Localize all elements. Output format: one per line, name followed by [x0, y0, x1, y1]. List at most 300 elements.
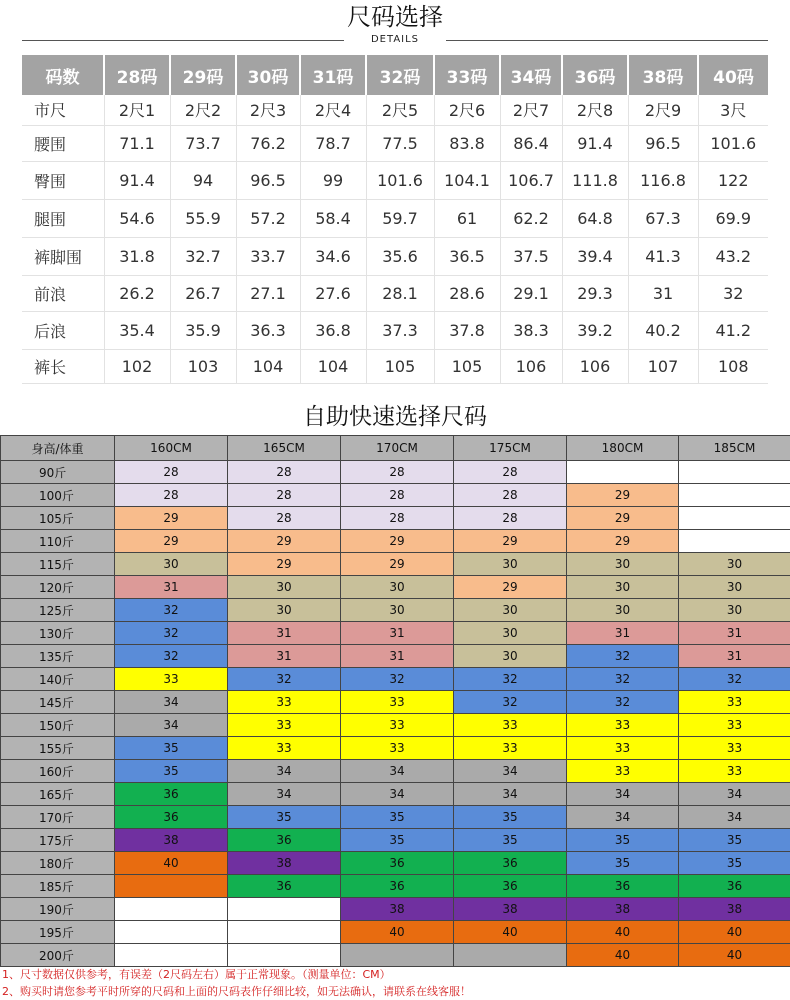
- size-cell: 39.2: [562, 311, 628, 349]
- size-header-cell: 28码: [104, 55, 170, 95]
- size-cell: 83.8: [434, 125, 500, 161]
- size-cell: 94: [170, 161, 236, 199]
- size-cell: 55.9: [170, 199, 236, 237]
- size-recommendation-cell: 28: [341, 461, 454, 484]
- size-recommendation-cell: 33: [115, 668, 228, 691]
- size-cell: 61: [434, 199, 500, 237]
- size-recommendation-cell: 33: [679, 760, 790, 783]
- size-cell: 28.1: [366, 275, 434, 311]
- size-recommendation-cell: [228, 921, 341, 944]
- size-recommendation-cell: 35: [115, 737, 228, 760]
- size-table: [22, 55, 768, 384]
- size-recommendation-cell: 31: [679, 622, 790, 645]
- size-cell: 28.6: [434, 275, 500, 311]
- size-cell: 26.2: [104, 275, 170, 311]
- size-cell: 54.6: [104, 199, 170, 237]
- size-cell: 35.9: [170, 311, 236, 349]
- size-cell: 41.3: [628, 237, 698, 275]
- size-recommendation-cell: 40: [341, 921, 454, 944]
- size-recommendation-cell: 29: [341, 530, 454, 553]
- size-recommendation-cell: 38: [228, 852, 341, 875]
- size-cell: 62.2: [500, 199, 562, 237]
- size-recommendation-cell: [679, 484, 790, 507]
- size-recommendation-cell: 35: [679, 852, 790, 875]
- size-cell: 36.5: [434, 237, 500, 275]
- size-recommendation-cell: 34: [567, 783, 679, 806]
- size-recommendation-cell: [115, 944, 228, 967]
- size-recommendation-cell: 30: [228, 599, 341, 622]
- size-recommendation-cell: 34: [454, 760, 567, 783]
- size-recommendation-cell: 40: [115, 852, 228, 875]
- size-cell: 91.4: [562, 125, 628, 161]
- size-recommendation-cell: [679, 461, 790, 484]
- size-recommendation-cell: 34: [341, 760, 454, 783]
- size-recommendation-cell: 33: [341, 714, 454, 737]
- size-cell: 106: [500, 349, 562, 383]
- size-header-cell: 29码: [170, 55, 236, 95]
- size-header-cell: 36码: [562, 55, 628, 95]
- size-recommendation-cell: 34: [115, 691, 228, 714]
- size-cell: 41.2: [698, 311, 768, 349]
- size-row: [22, 125, 768, 161]
- size-recommendation-cell: 35: [679, 829, 790, 852]
- size-header-label: 码数: [22, 55, 104, 95]
- size-recommendation-cell: 29: [567, 484, 679, 507]
- size-recommendation-cell: 30: [454, 622, 567, 645]
- size-recommendation-cell: 29: [567, 507, 679, 530]
- size-cell: 2尺6: [434, 95, 500, 125]
- size-cell: 2尺4: [300, 95, 366, 125]
- size-cell: 2尺3: [236, 95, 300, 125]
- size-recommendation-cell: 30: [454, 553, 567, 576]
- size-cell: 101.6: [366, 161, 434, 199]
- weight-label: 170斤: [1, 806, 115, 829]
- size-row-label: 臀围: [22, 161, 104, 199]
- size-recommendation-cell: 36: [228, 829, 341, 852]
- weight-label: 145斤: [1, 691, 115, 714]
- size-cell: 105: [366, 349, 434, 383]
- divider-line-right: [446, 40, 768, 41]
- size-recommendation-cell: 38: [341, 898, 454, 921]
- size-recommendation-cell: 30: [567, 576, 679, 599]
- size-row-label: 裤脚围: [22, 237, 104, 275]
- size-row: [22, 161, 768, 199]
- weight-label: 120斤: [1, 576, 115, 599]
- weight-row: [1, 944, 790, 967]
- size-cell: 43.2: [698, 237, 768, 275]
- note-2: 2、购买时请您参考平时所穿的尺码和上面的尺码表作仔细比较，如无法确认，请联系在线客服！: [2, 985, 471, 998]
- size-cell: 104.1: [434, 161, 500, 199]
- size-header-cell: 32码: [366, 55, 434, 95]
- weight-row: [1, 852, 790, 875]
- size-cell: 35.4: [104, 311, 170, 349]
- size-recommendation-cell: 30: [679, 599, 790, 622]
- quick-size-table: [0, 435, 790, 967]
- size-cell: 102: [104, 349, 170, 383]
- weight-row: [1, 553, 790, 576]
- size-cell: 96.5: [628, 125, 698, 161]
- details-divider: [22, 32, 768, 48]
- size-cell: 105: [434, 349, 500, 383]
- size-recommendation-cell: 32: [454, 691, 567, 714]
- weight-label: 100斤: [1, 484, 115, 507]
- size-cell: 69.9: [698, 199, 768, 237]
- size-recommendation-cell: 38: [567, 898, 679, 921]
- size-cell: 36.3: [236, 311, 300, 349]
- size-recommendation-cell: 40: [567, 944, 679, 967]
- size-recommendation-cell: 36: [454, 875, 567, 898]
- height-header: 165CM: [228, 436, 341, 461]
- size-recommendation-cell: 32: [228, 668, 341, 691]
- size-cell: 31: [628, 275, 698, 311]
- size-header-cell: 38码: [628, 55, 698, 95]
- weight-label: 160斤: [1, 760, 115, 783]
- size-recommendation-cell: 33: [228, 737, 341, 760]
- size-cell: 111.8: [562, 161, 628, 199]
- size-cell: 33.7: [236, 237, 300, 275]
- size-cell: 32.7: [170, 237, 236, 275]
- size-recommendation-cell: [679, 507, 790, 530]
- size-header-cell: 34码: [500, 55, 562, 95]
- weight-label: 90斤: [1, 461, 115, 484]
- size-recommendation-cell: 29: [454, 576, 567, 599]
- size-cell: 27.6: [300, 275, 366, 311]
- weight-row: [1, 921, 790, 944]
- size-cell: 36.8: [300, 311, 366, 349]
- size-recommendation-cell: 33: [454, 737, 567, 760]
- size-recommendation-cell: 40: [679, 944, 790, 967]
- size-recommendation-cell: 33: [567, 760, 679, 783]
- weight-row: [1, 668, 790, 691]
- size-recommendation-cell: [454, 944, 567, 967]
- size-row-label: 前浪: [22, 275, 104, 311]
- size-recommendation-cell: 28: [341, 507, 454, 530]
- weight-label: 175斤: [1, 829, 115, 852]
- size-recommendation-cell: 32: [115, 622, 228, 645]
- size-recommendation-cell: 34: [679, 783, 790, 806]
- size-recommendation-cell: [228, 944, 341, 967]
- size-cell: 37.3: [366, 311, 434, 349]
- weight-row: [1, 576, 790, 599]
- size-recommendation-cell: 38: [454, 898, 567, 921]
- size-cell: 76.2: [236, 125, 300, 161]
- size-recommendation-cell: 30: [228, 576, 341, 599]
- size-recommendation-cell: 30: [679, 576, 790, 599]
- size-cell: 106.7: [500, 161, 562, 199]
- size-recommendation-cell: 29: [567, 530, 679, 553]
- weight-row: [1, 599, 790, 622]
- size-recommendation-cell: 30: [341, 599, 454, 622]
- size-recommendation-cell: 40: [454, 921, 567, 944]
- size-cell: 71.1: [104, 125, 170, 161]
- size-cell: 3尺: [698, 95, 768, 125]
- weight-label: 195斤: [1, 921, 115, 944]
- size-row: [22, 275, 768, 311]
- size-recommendation-cell: 33: [679, 714, 790, 737]
- size-cell: 2尺5: [366, 95, 434, 125]
- size-recommendation-cell: 32: [115, 645, 228, 668]
- height-header: 185CM: [679, 436, 790, 461]
- size-recommendation-cell: 40: [567, 921, 679, 944]
- weight-row: [1, 530, 790, 553]
- weight-row: [1, 737, 790, 760]
- size-cell: 73.7: [170, 125, 236, 161]
- size-cell: 91.4: [104, 161, 170, 199]
- size-cell: 96.5: [236, 161, 300, 199]
- size-recommendation-cell: 30: [115, 553, 228, 576]
- size-recommendation-cell: 36: [228, 875, 341, 898]
- weight-row: [1, 645, 790, 668]
- size-recommendation-cell: 31: [679, 645, 790, 668]
- size-recommendation-cell: 36: [115, 783, 228, 806]
- details-subtitle: DETAILS: [370, 34, 420, 45]
- size-recommendation-cell: 32: [567, 668, 679, 691]
- size-cell: 39.4: [562, 237, 628, 275]
- size-recommendation-cell: 31: [228, 645, 341, 668]
- size-recommendation-cell: 29: [115, 530, 228, 553]
- height-header: 160CM: [115, 436, 228, 461]
- size-recommendation-cell: 36: [341, 875, 454, 898]
- size-recommendation-cell: 34: [115, 714, 228, 737]
- size-recommendation-cell: 28: [115, 461, 228, 484]
- size-cell: 77.5: [366, 125, 434, 161]
- size-row-label: 腿围: [22, 199, 104, 237]
- size-recommendation-cell: [115, 875, 228, 898]
- size-recommendation-cell: 35: [341, 806, 454, 829]
- size-recommendation-cell: 28: [454, 507, 567, 530]
- size-recommendation-cell: 34: [228, 760, 341, 783]
- size-recommendation-cell: 29: [115, 507, 228, 530]
- weight-label: 165斤: [1, 783, 115, 806]
- height-header: 180CM: [567, 436, 679, 461]
- size-recommendation-cell: 31: [567, 622, 679, 645]
- quick-select-title: 自助快速选择尺码: [303, 404, 487, 430]
- size-recommendation-cell: 40: [679, 921, 790, 944]
- size-recommendation-cell: 35: [567, 829, 679, 852]
- size-cell: 59.7: [366, 199, 434, 237]
- size-recommendation-cell: 33: [228, 691, 341, 714]
- size-cell: 27.1: [236, 275, 300, 311]
- height-header: 175CM: [454, 436, 567, 461]
- size-cell: 2尺1: [104, 95, 170, 125]
- size-recommendation-cell: 34: [679, 806, 790, 829]
- size-cell: 34.6: [300, 237, 366, 275]
- size-row-label: 市尺: [22, 95, 104, 125]
- size-cell: 2尺2: [170, 95, 236, 125]
- size-cell: 37.5: [500, 237, 562, 275]
- divider-line-left: [22, 40, 344, 41]
- weight-label: 105斤: [1, 507, 115, 530]
- size-recommendation-cell: [567, 461, 679, 484]
- weight-label: 180斤: [1, 852, 115, 875]
- size-recommendation-cell: 30: [567, 599, 679, 622]
- size-cell: 26.7: [170, 275, 236, 311]
- notes: [2, 966, 788, 1000]
- size-header-cell: 33码: [434, 55, 500, 95]
- size-recommendation-cell: 35: [228, 806, 341, 829]
- weight-label: 140斤: [1, 668, 115, 691]
- size-recommendation-cell: 38: [115, 829, 228, 852]
- weight-row: [1, 691, 790, 714]
- size-recommendation-cell: 36: [567, 875, 679, 898]
- size-recommendation-cell: 35: [567, 852, 679, 875]
- weight-row: [1, 461, 790, 484]
- size-cell: 57.2: [236, 199, 300, 237]
- size-cell: 67.3: [628, 199, 698, 237]
- size-recommendation-cell: 33: [341, 691, 454, 714]
- size-recommendation-cell: 32: [679, 668, 790, 691]
- size-cell: 40.2: [628, 311, 698, 349]
- size-cell: 64.8: [562, 199, 628, 237]
- weight-label: 190斤: [1, 898, 115, 921]
- size-cell: 2尺8: [562, 95, 628, 125]
- size-cell: 2尺9: [628, 95, 698, 125]
- weight-row: [1, 829, 790, 852]
- weight-label: 135斤: [1, 645, 115, 668]
- size-recommendation-cell: 36: [341, 852, 454, 875]
- weight-label: 110斤: [1, 530, 115, 553]
- size-cell: 38.3: [500, 311, 562, 349]
- size-cell: 58.4: [300, 199, 366, 237]
- size-recommendation-cell: 29: [341, 553, 454, 576]
- size-recommendation-cell: 28: [228, 507, 341, 530]
- size-cell: 35.6: [366, 237, 434, 275]
- size-recommendation-cell: 34: [454, 783, 567, 806]
- size-cell: 29.3: [562, 275, 628, 311]
- size-recommendation-cell: 33: [679, 691, 790, 714]
- size-chart-title: 尺码选择: [347, 3, 443, 31]
- size-recommendation-cell: 28: [228, 461, 341, 484]
- size-cell: 32: [698, 275, 768, 311]
- size-recommendation-cell: 35: [454, 829, 567, 852]
- size-recommendation-cell: 32: [115, 599, 228, 622]
- size-recommendation-cell: 28: [115, 484, 228, 507]
- size-recommendation-cell: 34: [567, 806, 679, 829]
- size-cell: 104: [300, 349, 366, 383]
- size-cell: 29.1: [500, 275, 562, 311]
- size-recommendation-cell: 35: [454, 806, 567, 829]
- size-recommendation-cell: 32: [567, 691, 679, 714]
- weight-label: 130斤: [1, 622, 115, 645]
- weight-label: 115斤: [1, 553, 115, 576]
- size-recommendation-cell: 36: [454, 852, 567, 875]
- size-recommendation-cell: [228, 898, 341, 921]
- size-row: [22, 199, 768, 237]
- size-cell: 78.7: [300, 125, 366, 161]
- weight-label: 150斤: [1, 714, 115, 737]
- size-recommendation-cell: 32: [567, 645, 679, 668]
- size-recommendation-cell: 36: [679, 875, 790, 898]
- note-1: 1、尺寸数据仅供参考，有误差（2尺码左右）属于正常现象。（测量单位：CM）: [2, 968, 391, 981]
- size-cell: 37.8: [434, 311, 500, 349]
- size-recommendation-cell: 34: [228, 783, 341, 806]
- size-recommendation-cell: 33: [228, 714, 341, 737]
- size-recommendation-cell: 33: [679, 737, 790, 760]
- size-recommendation-cell: 31: [228, 622, 341, 645]
- size-cell: 122: [698, 161, 768, 199]
- size-recommendation-cell: [341, 944, 454, 967]
- size-cell: 31.8: [104, 237, 170, 275]
- weight-row: [1, 622, 790, 645]
- size-header-cell: 31码: [300, 55, 366, 95]
- weight-row: [1, 875, 790, 898]
- weight-row: [1, 898, 790, 921]
- size-row: [22, 311, 768, 349]
- size-row-label: 裤长: [22, 349, 104, 383]
- size-recommendation-cell: 30: [454, 599, 567, 622]
- size-cell: 103: [170, 349, 236, 383]
- size-row-label: 腰围: [22, 125, 104, 161]
- size-recommendation-cell: 34: [341, 783, 454, 806]
- size-recommendation-cell: 32: [341, 668, 454, 691]
- size-recommendation-cell: 36: [115, 806, 228, 829]
- weight-row: [1, 806, 790, 829]
- size-cell: 104: [236, 349, 300, 383]
- height-header: 170CM: [341, 436, 454, 461]
- weight-label: 185斤: [1, 875, 115, 898]
- height-weight-corner: 身高/体重: [1, 436, 115, 461]
- size-recommendation-cell: 28: [454, 461, 567, 484]
- weight-row: [1, 760, 790, 783]
- size-recommendation-cell: 31: [115, 576, 228, 599]
- size-recommendation-cell: [679, 530, 790, 553]
- size-recommendation-cell: 30: [341, 576, 454, 599]
- weight-row: [1, 507, 790, 530]
- size-recommendation-cell: 35: [115, 760, 228, 783]
- size-cell: 116.8: [628, 161, 698, 199]
- weight-row: [1, 783, 790, 806]
- size-recommendation-cell: 31: [341, 645, 454, 668]
- size-row-label: 后浪: [22, 311, 104, 349]
- size-cell: 107: [628, 349, 698, 383]
- size-recommendation-cell: 35: [341, 829, 454, 852]
- size-recommendation-cell: 33: [454, 714, 567, 737]
- size-row: [22, 349, 768, 383]
- size-recommendation-cell: 29: [454, 530, 567, 553]
- weight-row: [1, 484, 790, 507]
- size-row: [22, 95, 768, 125]
- size-recommendation-cell: 33: [567, 714, 679, 737]
- size-row: [22, 237, 768, 275]
- size-recommendation-cell: [115, 921, 228, 944]
- weight-label: 200斤: [1, 944, 115, 967]
- size-recommendation-cell: 33: [341, 737, 454, 760]
- size-recommendation-cell: 28: [454, 484, 567, 507]
- weight-label: 155斤: [1, 737, 115, 760]
- size-cell: 86.4: [500, 125, 562, 161]
- weight-label: 125斤: [1, 599, 115, 622]
- size-recommendation-cell: 30: [454, 645, 567, 668]
- size-recommendation-cell: 30: [567, 553, 679, 576]
- size-cell: 99: [300, 161, 366, 199]
- size-cell: 101.6: [698, 125, 768, 161]
- size-recommendation-cell: 32: [454, 668, 567, 691]
- size-header-cell: 30码: [236, 55, 300, 95]
- size-recommendation-cell: 29: [228, 553, 341, 576]
- size-recommendation-cell: 38: [679, 898, 790, 921]
- size-recommendation-cell: [115, 898, 228, 921]
- size-recommendation-cell: 30: [679, 553, 790, 576]
- size-recommendation-cell: 33: [567, 737, 679, 760]
- size-recommendation-cell: 28: [228, 484, 341, 507]
- size-cell: 2尺7: [500, 95, 562, 125]
- size-cell: 106: [562, 349, 628, 383]
- weight-row: [1, 714, 790, 737]
- size-recommendation-cell: 29: [228, 530, 341, 553]
- size-recommendation-cell: 31: [341, 622, 454, 645]
- size-cell: 108: [698, 349, 768, 383]
- size-recommendation-cell: 28: [341, 484, 454, 507]
